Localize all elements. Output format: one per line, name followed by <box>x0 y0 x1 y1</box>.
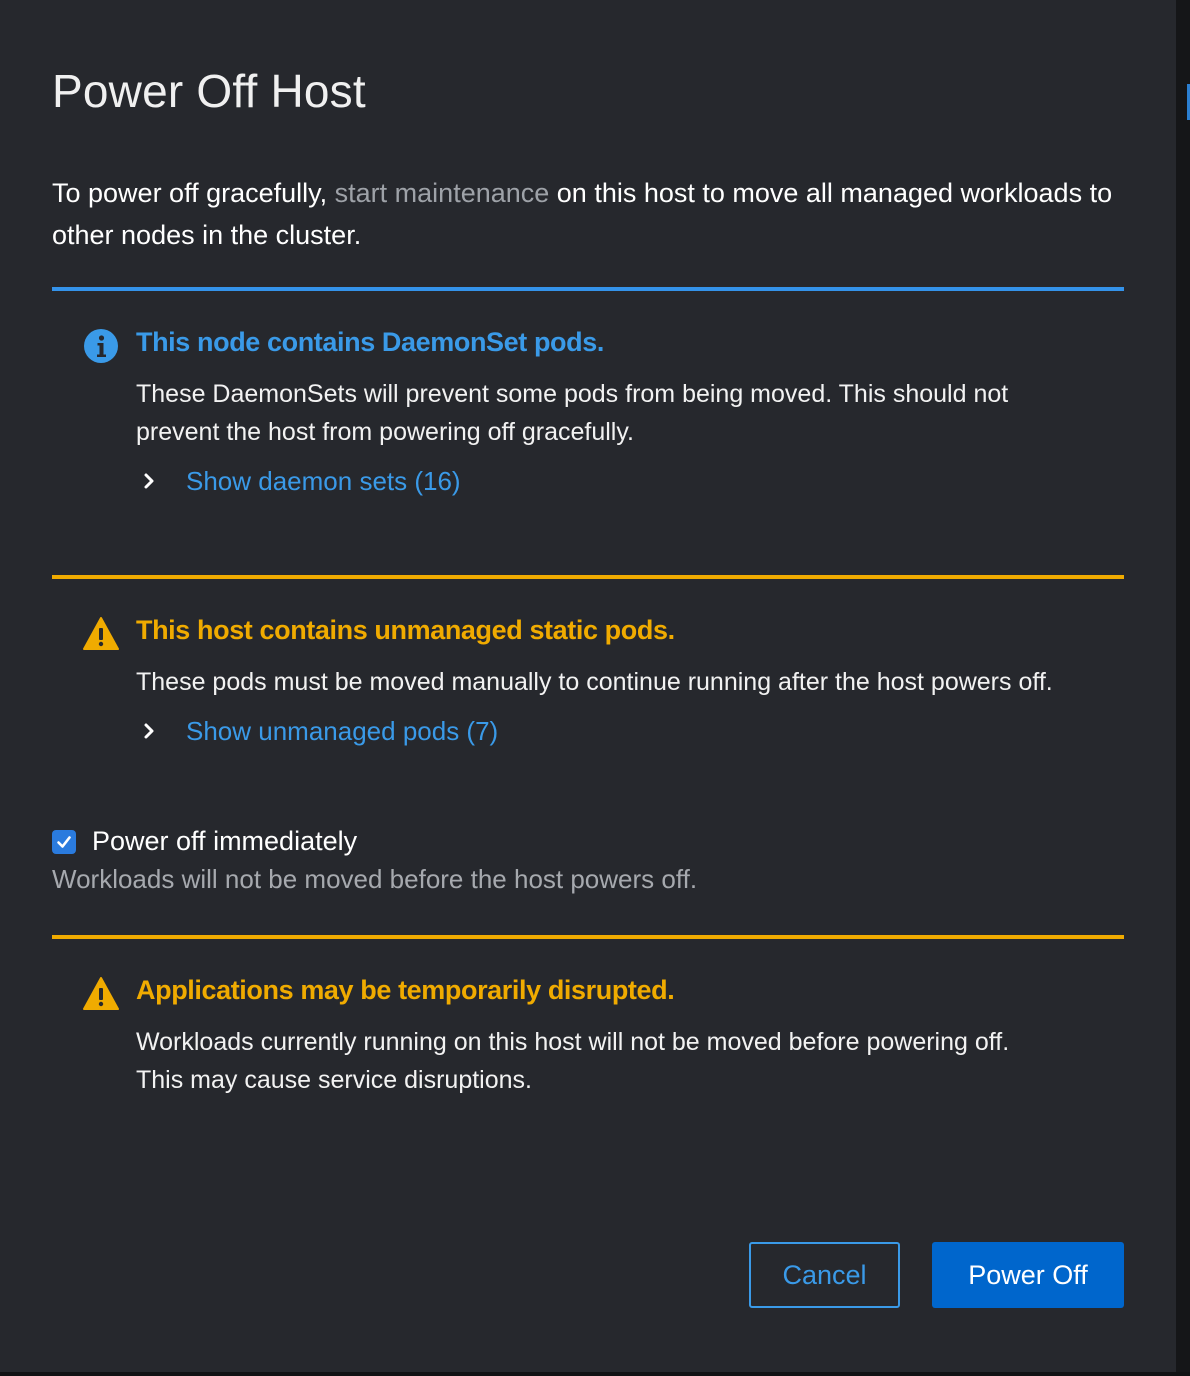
show-unmanaged-pods-toggle[interactable] <box>136 715 498 747</box>
power-off-immediately-description: Workloads will not be moved before the host powers off. <box>52 864 698 894</box>
alert-title: This host contains unmanaged static pods. <box>136 615 675 645</box>
checkmark-icon <box>55 833 73 851</box>
alert-description-line-1: Workloads currently running on this host will not be moved before powering off. <box>136 1028 1010 1056</box>
alert-description-line-2: This may cause service disruptions. <box>136 1066 532 1094</box>
background-edge <box>1176 0 1190 1376</box>
disruption-warning-alert <box>52 935 1124 1094</box>
power-off-immediately-label[interactable]: Power off immediately <box>92 826 358 856</box>
intro-text-end: on this host to move all managed workloads to other nodes in the cluster. <box>52 178 1113 250</box>
warning-triangle-icon <box>83 616 119 652</box>
intro-text <box>52 172 1132 256</box>
info-circle-icon <box>83 328 119 364</box>
toggle-label: Show unmanaged pods (7) <box>186 715 499 746</box>
alert-title: This node contains DaemonSet pods. <box>136 327 604 357</box>
cancel-button[interactable]: Cancel <box>749 1242 900 1308</box>
static-pods-warning-alert <box>52 575 1124 746</box>
daemonset-info-alert <box>52 287 1124 496</box>
intro-text-start: To power off gracefully, <box>52 178 335 208</box>
modal-title: Power Off Host <box>52 65 366 117</box>
show-daemon-sets-toggle[interactable] <box>136 465 461 497</box>
power-off-button[interactable]: Power Off <box>932 1242 1124 1308</box>
alert-description: These DaemonSets will prevent some pods from being moved. This should not prevent the host from powering off gracefully. <box>136 380 1009 446</box>
start-maintenance-link[interactable]: start maintenance <box>334 178 550 208</box>
chevron-right-icon <box>136 719 166 743</box>
alert-description: These pods must be moved manually to continue running after the host powers off. <box>136 668 1053 696</box>
power-off-immediately-row <box>52 826 357 857</box>
toggle-label: Show daemon sets (16) <box>186 465 461 496</box>
background-bottom <box>0 1372 1190 1376</box>
warning-triangle-icon <box>83 976 119 1012</box>
power-off-immediately-checkbox[interactable] <box>52 830 76 854</box>
alert-title: Applications may be temporarily disrupted. <box>136 975 675 1005</box>
chevron-right-icon <box>136 469 166 493</box>
